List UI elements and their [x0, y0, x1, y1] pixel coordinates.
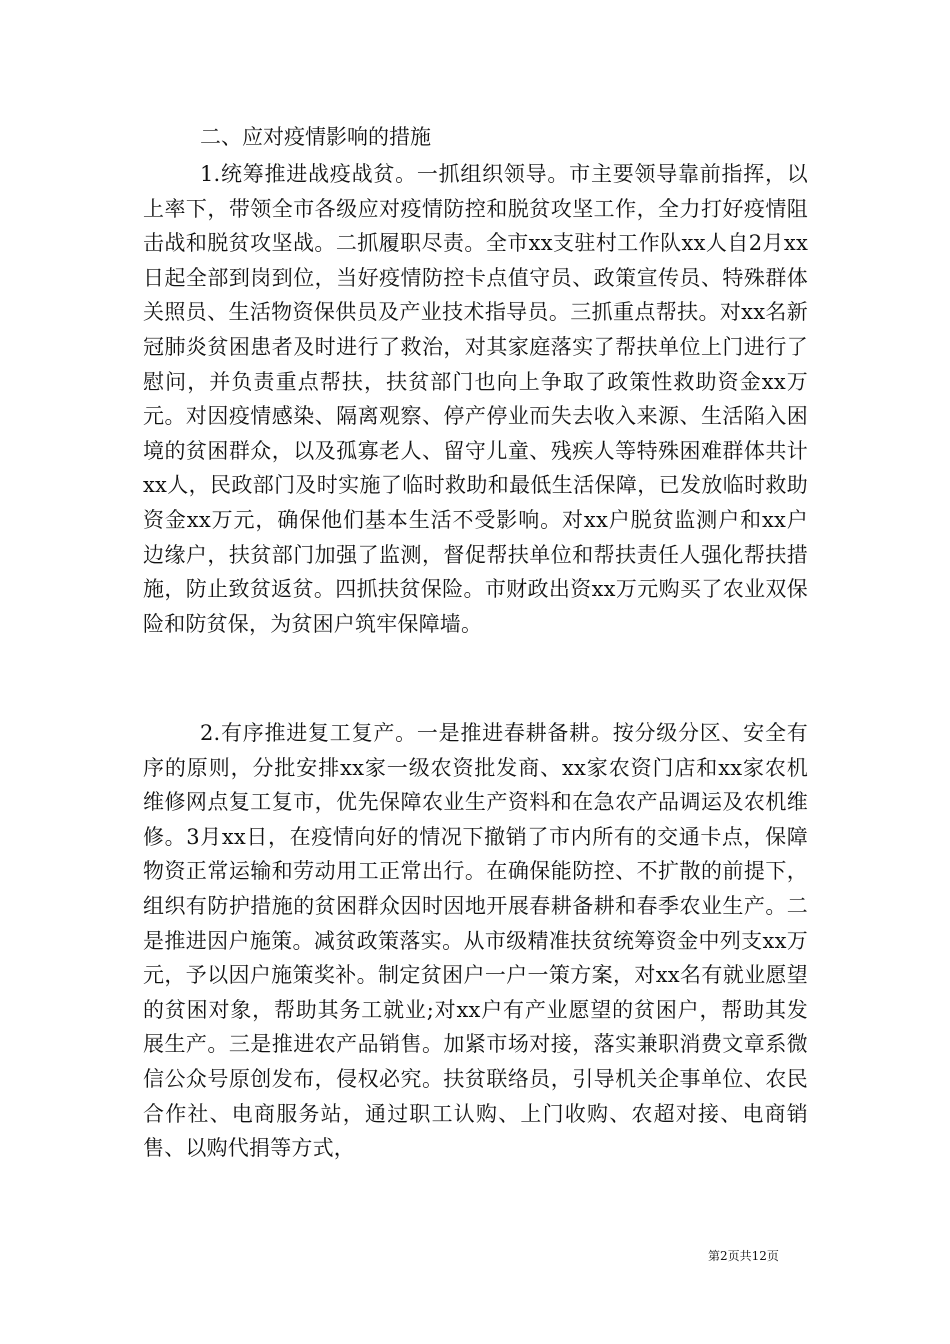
page-number-footer: 第2页共12页: [708, 1249, 779, 1263]
body-paragraph: 1.统筹推进战疫战贫。一抓组织领导。市主要领导靠前指挥，以上率下，带领全市各级应对疫情防控和脱贫攻坚工作，全力打好疫情阻击战和脱贫攻坚战。二抓履职尽责。全市xx支驻村工作队xx人自2月xx日起全部到岗到位，当好疫情防控卡点值守员、政策宣传员、特殊群体关照员、生活物资保供员及产业技术指导员。三抓重点帮扶。对xx名新冠肺炎贫困患者及时进行了救治，对其家庭落实了帮扶单位上门进行了慰问，并负责重点帮扶，扶贫部门也向上争取了政策性救助资金xx万元。对因疫情感染、隔离观察、停产停业而失去收入来源、生活陷入困境的贫困群众，以及孤寡老人、留守儿童、残疾人等特殊困难群体共计xx人，民政部门及时实施了临时救助和最低生活保障，已发放临时救助资金xx万元，确保他们基本生活不受影响。对xx户脱贫监测户和xx户边缘户，扶贫部门加强了监测，督促帮扶单位和帮扶责任人强化帮扶措施，防止致贫返贫。四抓扶贫保险。市财政出资xx万元购买了农业双保险和防贫保，为贫困户筑牢保障墙。: [143, 162, 808, 636]
body-paragraph: 2.有序推进复工复产。一是推进春耕备耕。按分级分区、安全有序的原则，分批安排xx家一级农资批发商、xx家农资门店和xx家农机维修网点复工复市，优先保障农业生产资料和在急农产品调运及农机维修。3月xx日，在疫情向好的情况下撤销了市内所有的交通卡点，保障物资正常运输和劳动用工正常出行。在确保能防控、不扩散的前提下，组织有防护措施的贫困群众因时因地开展春耕备耕和春季农业生产。二是推进因户施策。减贫政策落实。从市级精准扶贫统筹资金中列支xx万元，予以因户施策奖补。制定贫困户一户一策方案，对xx名有就业愿望的贫困对象，帮助其务工就业;对xx户有产业愿望的贫困户，帮助其发展生产。三是推进农产品销售。加紧市场对接，落实兼职消费文章系微信公众号原创发布，侵权必究。扶贫联络员，引导机关企事单位、农民合作社、电商服务站，通过职工认购、上门收购、农超对接、电商销售、以购代捐等方式，: [143, 721, 808, 1161]
section-heading: 二、应对疫情影响的措施: [200, 125, 431, 149]
